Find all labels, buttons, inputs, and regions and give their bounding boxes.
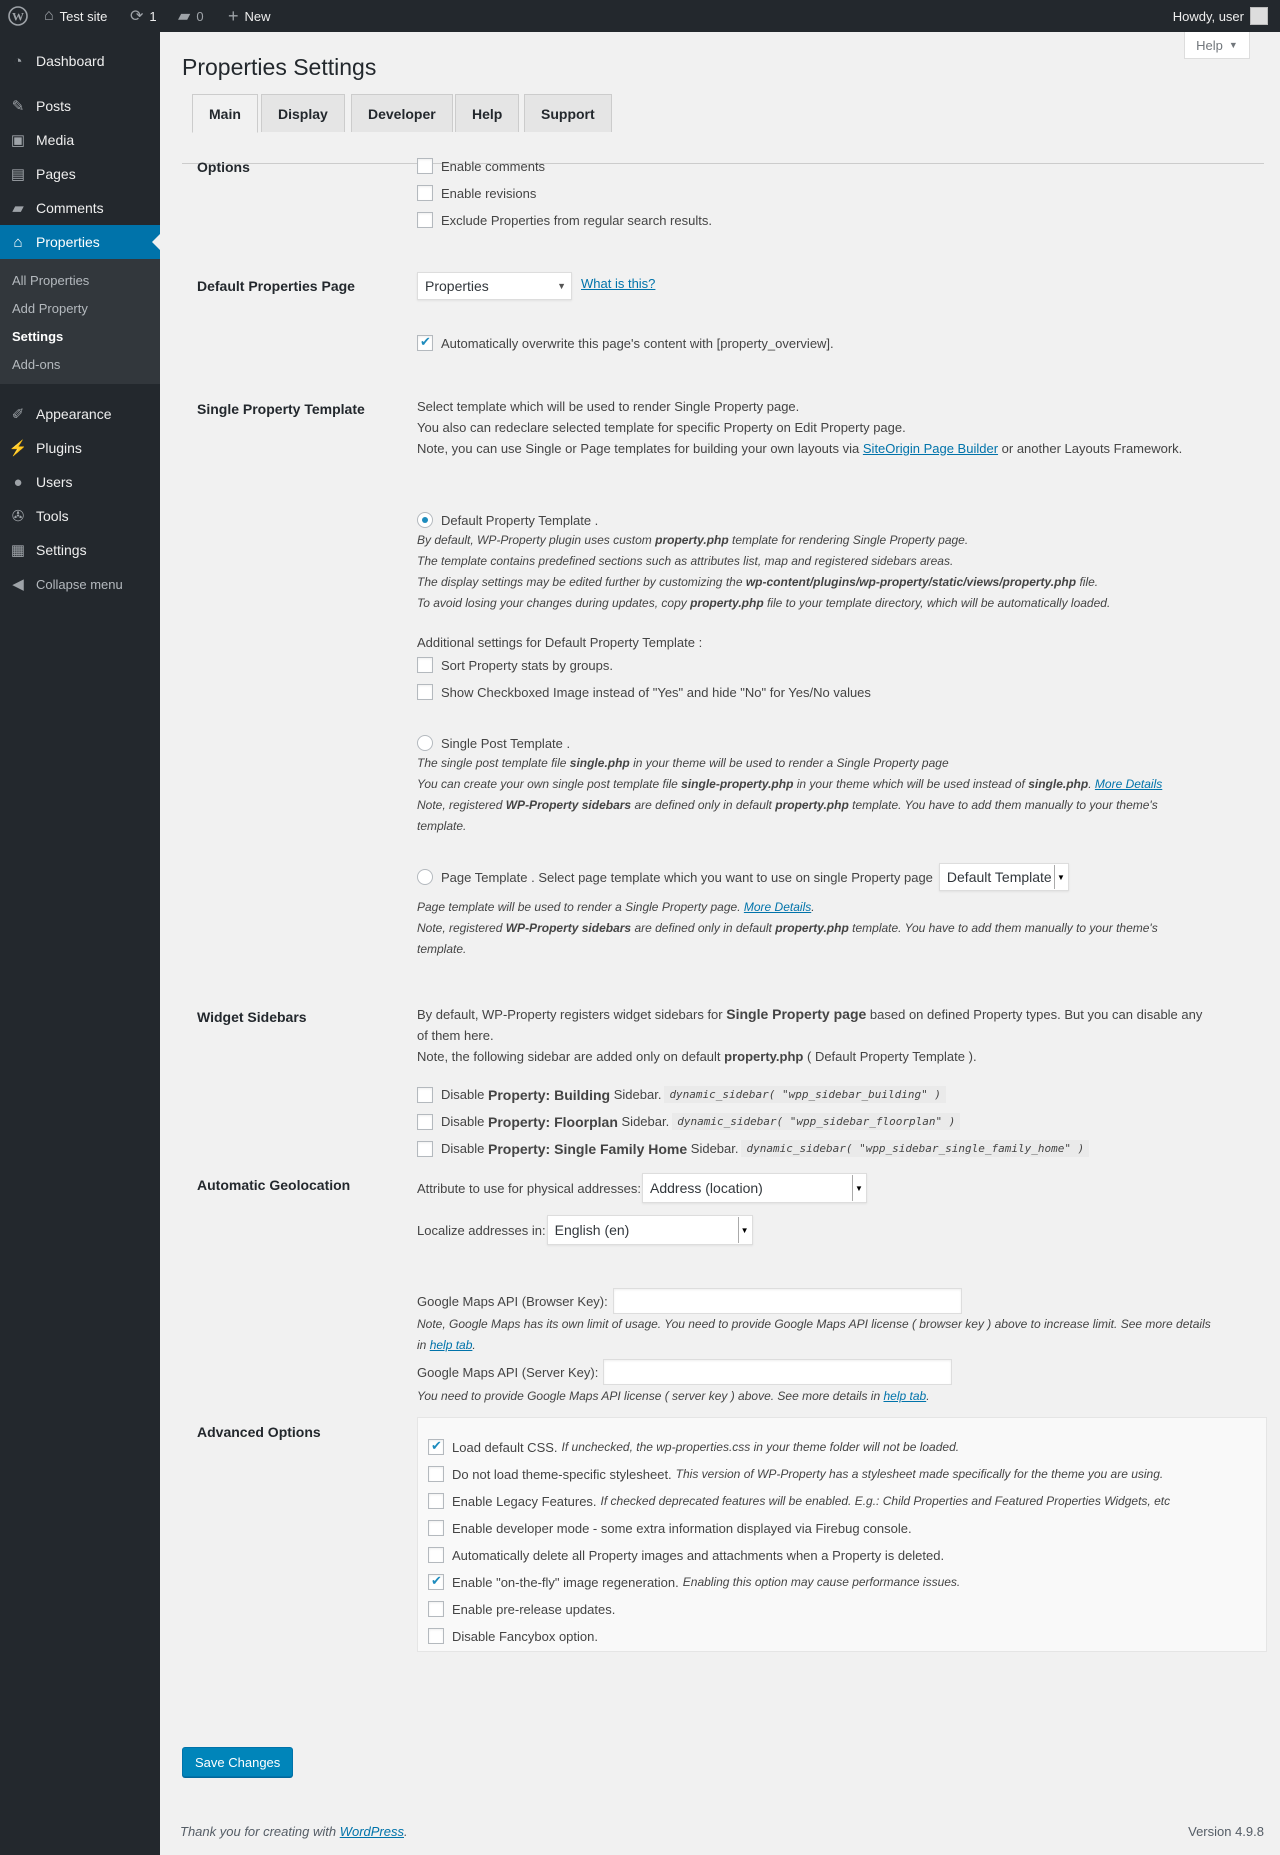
sidebar-item-label: Tools <box>36 508 69 524</box>
option-label: Show Checkboxed Image instead of "Yes" and hide "No" for Yes/No values <box>441 684 871 700</box>
desc-line: template. <box>417 942 467 956</box>
updates-link[interactable] <box>130 0 157 32</box>
option-note: If unchecked, the wp-properties.css in your theme folder will not be loaded. <box>561 1440 960 1454</box>
server-key-input[interactable] <box>603 1359 952 1385</box>
collapse-menu-button[interactable] <box>0 567 160 601</box>
help-tab-link[interactable]: help tab <box>883 1389 927 1403</box>
browser-key-input[interactable] <box>613 1288 962 1314</box>
select-value: Address (location) <box>650 1180 763 1196</box>
advanced-option-developer-mode[interactable] <box>428 1520 912 1536</box>
media-icon: ▣ <box>10 132 26 149</box>
avatar <box>1250 7 1268 25</box>
sidebar-item-label: Media <box>36 132 75 148</box>
desc-strong: property.php <box>655 533 729 547</box>
sidebar-item-pages[interactable] <box>0 157 160 191</box>
page-title: Properties Settings <box>182 54 377 80</box>
option-note: If checked deprecated features will be enabled. E.g.: Child Properties and Featured Properties Widgets, etc <box>600 1494 1171 1508</box>
sidebar-item-label: Appearance <box>36 406 112 422</box>
enable-comments-option[interactable] <box>417 158 545 174</box>
option-label: Disable <box>441 1114 485 1129</box>
sidebar-item-users[interactable] <box>0 465 160 499</box>
sidebar-code: dynamic_sidebar( "wpp_sidebar_single_family_home" ) <box>741 1140 1089 1157</box>
desc-text: are defined only in default <box>634 921 772 935</box>
home-icon: ⌂ <box>44 7 54 24</box>
additional-settings-label: Additional settings for Default Property Template : <box>417 635 703 650</box>
image-regeneration-checkbox[interactable] <box>428 1574 444 1590</box>
desc-text: are defined only in default <box>634 798 772 812</box>
load-css-checkbox[interactable] <box>428 1439 444 1455</box>
advanced-label: Advanced Options <box>197 1424 321 1440</box>
tab-developer[interactable]: Developer <box>351 94 453 132</box>
sidebar-code: dynamic_sidebar( "wpp_sidebar_floorplan" ) <box>672 1113 960 1130</box>
comment-icon: ▰ <box>12 200 24 217</box>
sidebar-item-label: Dashboard <box>36 53 105 69</box>
footer-text: Thank you for creating with <box>180 1824 337 1839</box>
select-value: Properties <box>425 278 489 294</box>
template-label: Single Property Template <box>197 401 365 417</box>
disable-sidebar-building-option[interactable] <box>417 1086 946 1103</box>
default-template-radio[interactable] <box>417 512 433 528</box>
sidebar-item-plugins[interactable] <box>0 431 160 465</box>
field-label: Google Maps API (Browser Key): <box>417 1293 608 1309</box>
advanced-option-image-regeneration[interactable] <box>428 1574 960 1590</box>
chevron-down-icon: ▼ <box>738 1217 751 1243</box>
desc-text: in your theme which will be used instead of <box>796 777 1025 791</box>
select-value: Default Template <box>946 869 1052 885</box>
site-name: Test site <box>59 8 108 24</box>
footer-version: Version 4.9.8 <box>1188 1824 1264 1839</box>
comments-link[interactable] <box>178 0 204 32</box>
single-post-template-option[interactable] <box>417 735 570 751</box>
browser-key-row <box>417 1288 962 1314</box>
pin-icon: ✎ <box>11 98 25 115</box>
option-label: Disable Fancybox option. <box>452 1628 598 1644</box>
account-menu[interactable] <box>1173 0 1268 32</box>
intro-text: ( Default Property Template ). <box>807 1049 977 1064</box>
disable-sidebar-building-checkbox[interactable] <box>417 1087 433 1103</box>
page-template-select[interactable] <box>939 863 1069 891</box>
advanced-option-pre-release[interactable] <box>428 1601 615 1617</box>
option-label: Enable Legacy Features. <box>452 1493 597 1509</box>
new-label: New <box>244 8 271 24</box>
desc-text: By default, WP-Property plugin uses custom <box>417 533 652 547</box>
sort-stats-checkbox[interactable] <box>417 657 433 673</box>
tab-support[interactable]: Support <box>524 94 612 132</box>
intro-line: Select template which will be used to render Single Property page. <box>417 399 800 414</box>
desc-text: Note, registered <box>417 921 503 935</box>
sidebar-item-comments[interactable] <box>0 191 160 225</box>
advanced-option-theme-stylesheet[interactable] <box>428 1466 1163 1482</box>
sidebar-item-tools[interactable] <box>0 499 160 533</box>
desc-strong: wp-content/plugins/wp-property/static/views/property.php <box>745 575 1077 589</box>
updates-count: 1 <box>149 8 157 24</box>
desc-text: To avoid losing your changes during updates, copy <box>417 596 687 610</box>
desc-strong: single-property.php <box>681 777 794 791</box>
footer-text: . <box>404 1824 408 1839</box>
single-post-template-radio[interactable] <box>417 735 433 751</box>
desc-text: in <box>417 1338 427 1352</box>
option-label: Enable pre-release updates. <box>452 1601 616 1617</box>
option-label: Do not load theme-specific stylesheet. <box>452 1466 672 1482</box>
updates-icon: ⟳ <box>130 8 144 25</box>
legacy-features-checkbox[interactable] <box>428 1493 444 1509</box>
howdy-text: Howdy, user <box>1172 8 1244 24</box>
geo-localize-select[interactable] <box>547 1215 753 1245</box>
desc-text: file. <box>1079 575 1099 589</box>
desc-strong: WP-Property sidebars <box>505 921 632 935</box>
advanced-option-fancybox[interactable] <box>428 1628 598 1644</box>
desc-text: You can create your own single post template file <box>417 777 678 791</box>
intro-strong: Single Property page <box>726 1006 867 1022</box>
advanced-option-load-css[interactable] <box>428 1439 959 1455</box>
desc-text: . <box>926 1389 930 1403</box>
submenu-add-ons[interactable]: Add-ons <box>12 357 61 372</box>
collapse-icon: ◀ <box>12 576 24 593</box>
advanced-option-legacy[interactable] <box>428 1493 1170 1509</box>
option-label: Disable <box>441 1087 485 1102</box>
home-icon: ⌂ <box>13 233 23 251</box>
caret-down-icon: ▼ <box>1228 40 1238 50</box>
checkboxed-image-checkbox[interactable] <box>417 684 433 700</box>
sidebar-item-label: Collapse menu <box>36 576 123 592</box>
intro-text: based on defined Property types. But you can disable any <box>869 1007 1203 1022</box>
desc-strong: single.php <box>1028 777 1089 791</box>
desc-text: The single post template file <box>417 756 567 770</box>
exclude-search-option[interactable] <box>417 212 712 228</box>
advanced-options-box <box>417 1417 1267 1652</box>
plus-icon: + <box>228 5 239 26</box>
disable-sidebar-single-family-option[interactable] <box>417 1140 1089 1157</box>
sidebar-item-label: Plugins <box>36 440 82 456</box>
sidebar-item-posts[interactable] <box>0 89 160 123</box>
sidebar-item-label: Comments <box>36 200 104 216</box>
fancybox-checkbox[interactable] <box>428 1628 444 1644</box>
page-template-option[interactable] <box>417 863 1069 891</box>
field-label: Attribute to use for physical addresses: <box>417 1180 642 1196</box>
option-label: Enable developer mode - some extra information displayed via Firebug console. <box>452 1520 912 1536</box>
comments-count: 0 <box>196 8 204 24</box>
more-details-link[interactable]: More Details <box>1094 777 1163 791</box>
submenu-settings[interactable]: Settings <box>12 329 64 344</box>
sidebar-name: Property: Single Family Home <box>487 1140 688 1157</box>
desc-text: Page template will be used to render a Single Property page. <box>417 900 741 914</box>
sidebar-item-settings[interactable] <box>0 533 160 567</box>
option-label: Automatically overwrite this page's content with [property_overview]. <box>441 335 834 351</box>
intro-text: By default, WP-Property registers widget sidebars for <box>417 1007 723 1022</box>
disable-sidebar-floorplan-option[interactable] <box>417 1113 960 1130</box>
option-label: Disable <box>441 1141 485 1156</box>
field-label: Google Maps API (Server Key): <box>417 1364 599 1380</box>
comment-icon: ▰ <box>178 8 191 25</box>
wrench-icon: ✇ <box>11 508 25 525</box>
sidebar-code: dynamic_sidebar( "wpp_sidebar_building" ) <box>664 1086 946 1103</box>
plug-icon: ⚡ <box>8 440 28 457</box>
desc-strong: WP-Property sidebars <box>505 798 632 812</box>
option-label: Sidebar. <box>621 1114 670 1129</box>
desc-line: The template contains predefined sections such as attributes list, map and registered sidebars areas. <box>417 554 954 568</box>
option-label: Enable revisions <box>441 185 537 201</box>
intro-text: Note, the following sidebar are added only on default <box>417 1049 721 1064</box>
help-tab-label: Help <box>1196 37 1223 53</box>
sidebar-item-label: Posts <box>36 98 72 114</box>
tab-main[interactable]: Main <box>192 94 258 133</box>
desc-text: . <box>1088 777 1092 791</box>
sidebar-item-label: Properties <box>36 234 100 250</box>
checkboxed-image-option[interactable] <box>417 684 871 700</box>
admin-bar <box>0 0 1280 32</box>
enable-revisions-checkbox[interactable] <box>417 185 433 201</box>
option-label: Load default CSS. <box>452 1439 558 1455</box>
option-label: Sidebar. <box>690 1141 739 1156</box>
admin-menu <box>0 32 160 1855</box>
brush-icon: ✐ <box>11 406 25 423</box>
browser-key-note <box>417 1314 1247 1356</box>
widgets-label: Widget Sidebars <box>197 1009 307 1025</box>
exclude-search-checkbox[interactable] <box>417 212 433 228</box>
pages-icon: ▤ <box>10 166 26 183</box>
dashboard-icon: ◔ <box>13 52 23 70</box>
enable-revisions-option[interactable] <box>417 185 536 201</box>
tab-help[interactable]: Help <box>455 94 519 132</box>
help-tab-link[interactable]: help tab <box>429 1338 473 1352</box>
svg-text:W: W <box>12 9 24 24</box>
widgets-intro <box>417 1004 1267 1067</box>
desc-text: file to your template directory, which will be automatically loaded. <box>767 596 1111 610</box>
disable-sidebar-floorplan-checkbox[interactable] <box>417 1114 433 1130</box>
intro-strong: property.php <box>724 1049 804 1064</box>
enable-comments-checkbox[interactable] <box>417 158 433 174</box>
intro-text: Note, you can use Single or Page templates for building your own layouts via <box>417 441 860 456</box>
option-label: Automatically delete all Property images and attachments when a Property is deleted. <box>452 1547 945 1563</box>
siteorigin-link[interactable]: SiteOrigin Page Builder <box>862 441 999 456</box>
settings-icon: ▦ <box>10 542 26 559</box>
option-note: This version of WP-Property has a stylesheet made specifically for the theme you are using. <box>675 1467 1164 1481</box>
option-label: Sidebar. <box>613 1087 662 1102</box>
intro-text: or another Layouts Framework. <box>1001 441 1183 456</box>
field-label: Localize addresses in: <box>417 1222 546 1238</box>
option-label: Enable "on-the-fly" image regeneration. <box>452 1574 679 1590</box>
select-value: English (en) <box>554 1222 630 1238</box>
theme-stylesheet-checkbox[interactable] <box>428 1466 444 1482</box>
server-key-note <box>417 1386 1247 1407</box>
sort-stats-option[interactable] <box>417 657 613 673</box>
tab-display[interactable]: Display <box>261 94 345 132</box>
pre-release-checkbox[interactable] <box>428 1601 444 1617</box>
sidebar-item-properties[interactable] <box>0 225 160 259</box>
page-template-radio[interactable] <box>417 869 433 885</box>
desc-text: You need to provide Google Maps API license ( server key ) above. See more details in <box>417 1389 881 1403</box>
sidebar-item-label: Settings <box>36 542 87 558</box>
option-label: Page Template . Select page template which you want to use on single Property page <box>441 869 933 885</box>
desc-strong: property.php <box>690 596 764 610</box>
save-changes-button[interactable]: Save Changes <box>182 1747 293 1777</box>
auto-overwrite-option[interactable] <box>417 335 834 351</box>
user-icon: ● <box>13 473 23 491</box>
geo-localize-row <box>417 1215 753 1245</box>
desc-strong: property.php <box>775 798 849 812</box>
sidebar-name: Property: Building <box>487 1086 611 1103</box>
desc-text: Note, registered <box>417 798 503 812</box>
new-content-link[interactable] <box>228 0 271 32</box>
option-label: Enable comments <box>441 158 546 174</box>
developer-mode-checkbox[interactable] <box>428 1520 444 1536</box>
sidebar-item-appearance[interactable] <box>0 397 160 431</box>
sidebar-item-label: Users <box>36 474 73 490</box>
disable-sidebar-single-family-checkbox[interactable] <box>417 1141 433 1157</box>
template-intro <box>417 396 1182 459</box>
what-is-this-link[interactable]: What is this? <box>581 275 656 291</box>
submenu-all-properties[interactable]: All Properties <box>12 273 90 288</box>
main-content <box>160 32 1280 1855</box>
desc-text: template. You have to add them manually to your theme's <box>852 798 1158 812</box>
auto-overwrite-checkbox[interactable] <box>417 335 433 351</box>
single-template-description <box>417 753 1247 837</box>
chevron-down-icon: ▼ <box>852 1175 865 1201</box>
default-template-description <box>417 530 1247 614</box>
properties-submenu <box>0 259 160 384</box>
site-name-link[interactable] <box>44 0 107 32</box>
desc-line: template. <box>417 819 467 833</box>
sidebar-item-media[interactable] <box>0 123 160 157</box>
default-page-label: Default Properties Page <box>197 278 355 294</box>
auto-delete-checkbox[interactable] <box>428 1547 444 1563</box>
advanced-option-auto-delete[interactable] <box>428 1547 944 1563</box>
chevron-down-icon: ▼ <box>1054 865 1067 889</box>
chevron-down-icon: ▼ <box>557 281 566 291</box>
help-tab-button[interactable] <box>1184 32 1250 59</box>
desc-text: in your theme will be used to render a Single Property page <box>633 756 949 770</box>
default-page-select[interactable] <box>417 272 572 300</box>
desc-line: Note, Google Maps has its own limit of usage. You need to provide Google Maps API license ( browser key ) above to increase limit. See more details <box>417 1317 1211 1331</box>
default-template-option[interactable] <box>417 512 598 528</box>
desc-strong: property.php <box>775 921 849 935</box>
submenu-add-property[interactable]: Add Property <box>12 301 88 316</box>
desc-text: template for rendering Single Property page. <box>732 533 969 547</box>
desc-text: The display settings may be edited further by customizing the <box>417 575 743 589</box>
wordpress-link[interactable]: WordPress <box>339 1824 404 1839</box>
desc-text: template. You have to add them manually to your theme's <box>852 921 1158 935</box>
sidebar-item-dashboard[interactable] <box>0 44 160 78</box>
default-page-row <box>417 272 655 300</box>
option-label: Single Post Template . <box>441 735 571 751</box>
wordpress-logo-icon[interactable] <box>8 0 28 32</box>
option-label: Default Property Template . <box>441 512 599 528</box>
option-label: Sort Property stats by groups. <box>441 657 613 673</box>
option-label: Exclude Properties from regular search results. <box>441 212 712 228</box>
server-key-row <box>417 1359 952 1385</box>
desc-text: . <box>472 1338 476 1352</box>
geo-label: Automatic Geolocation <box>197 1177 351 1193</box>
intro-line: You also can redeclare selected template for specific Property on Edit Property page. <box>417 420 906 435</box>
desc-strong: single.php <box>569 756 630 770</box>
page-template-description: Page template will be used to render a Single Property page. More Details. Note, registered WP-Property sidebars are defined only in default property.php template. You have to add them manually to your theme's template. <box>417 897 1247 960</box>
option-note: Enabling this option may cause performance issues. <box>682 1575 961 1589</box>
sidebar-name: Property: Floorplan <box>487 1113 618 1130</box>
intro-line: of them here. <box>417 1028 494 1043</box>
more-details-link[interactable]: More Details <box>743 900 812 914</box>
footer-thanks <box>180 1824 408 1839</box>
intro-line <box>417 438 1182 459</box>
geo-attribute-select[interactable] <box>642 1173 867 1203</box>
options-label: Options <box>197 159 250 175</box>
geo-attribute-row <box>417 1173 867 1203</box>
sidebar-item-label: Pages <box>36 166 76 182</box>
